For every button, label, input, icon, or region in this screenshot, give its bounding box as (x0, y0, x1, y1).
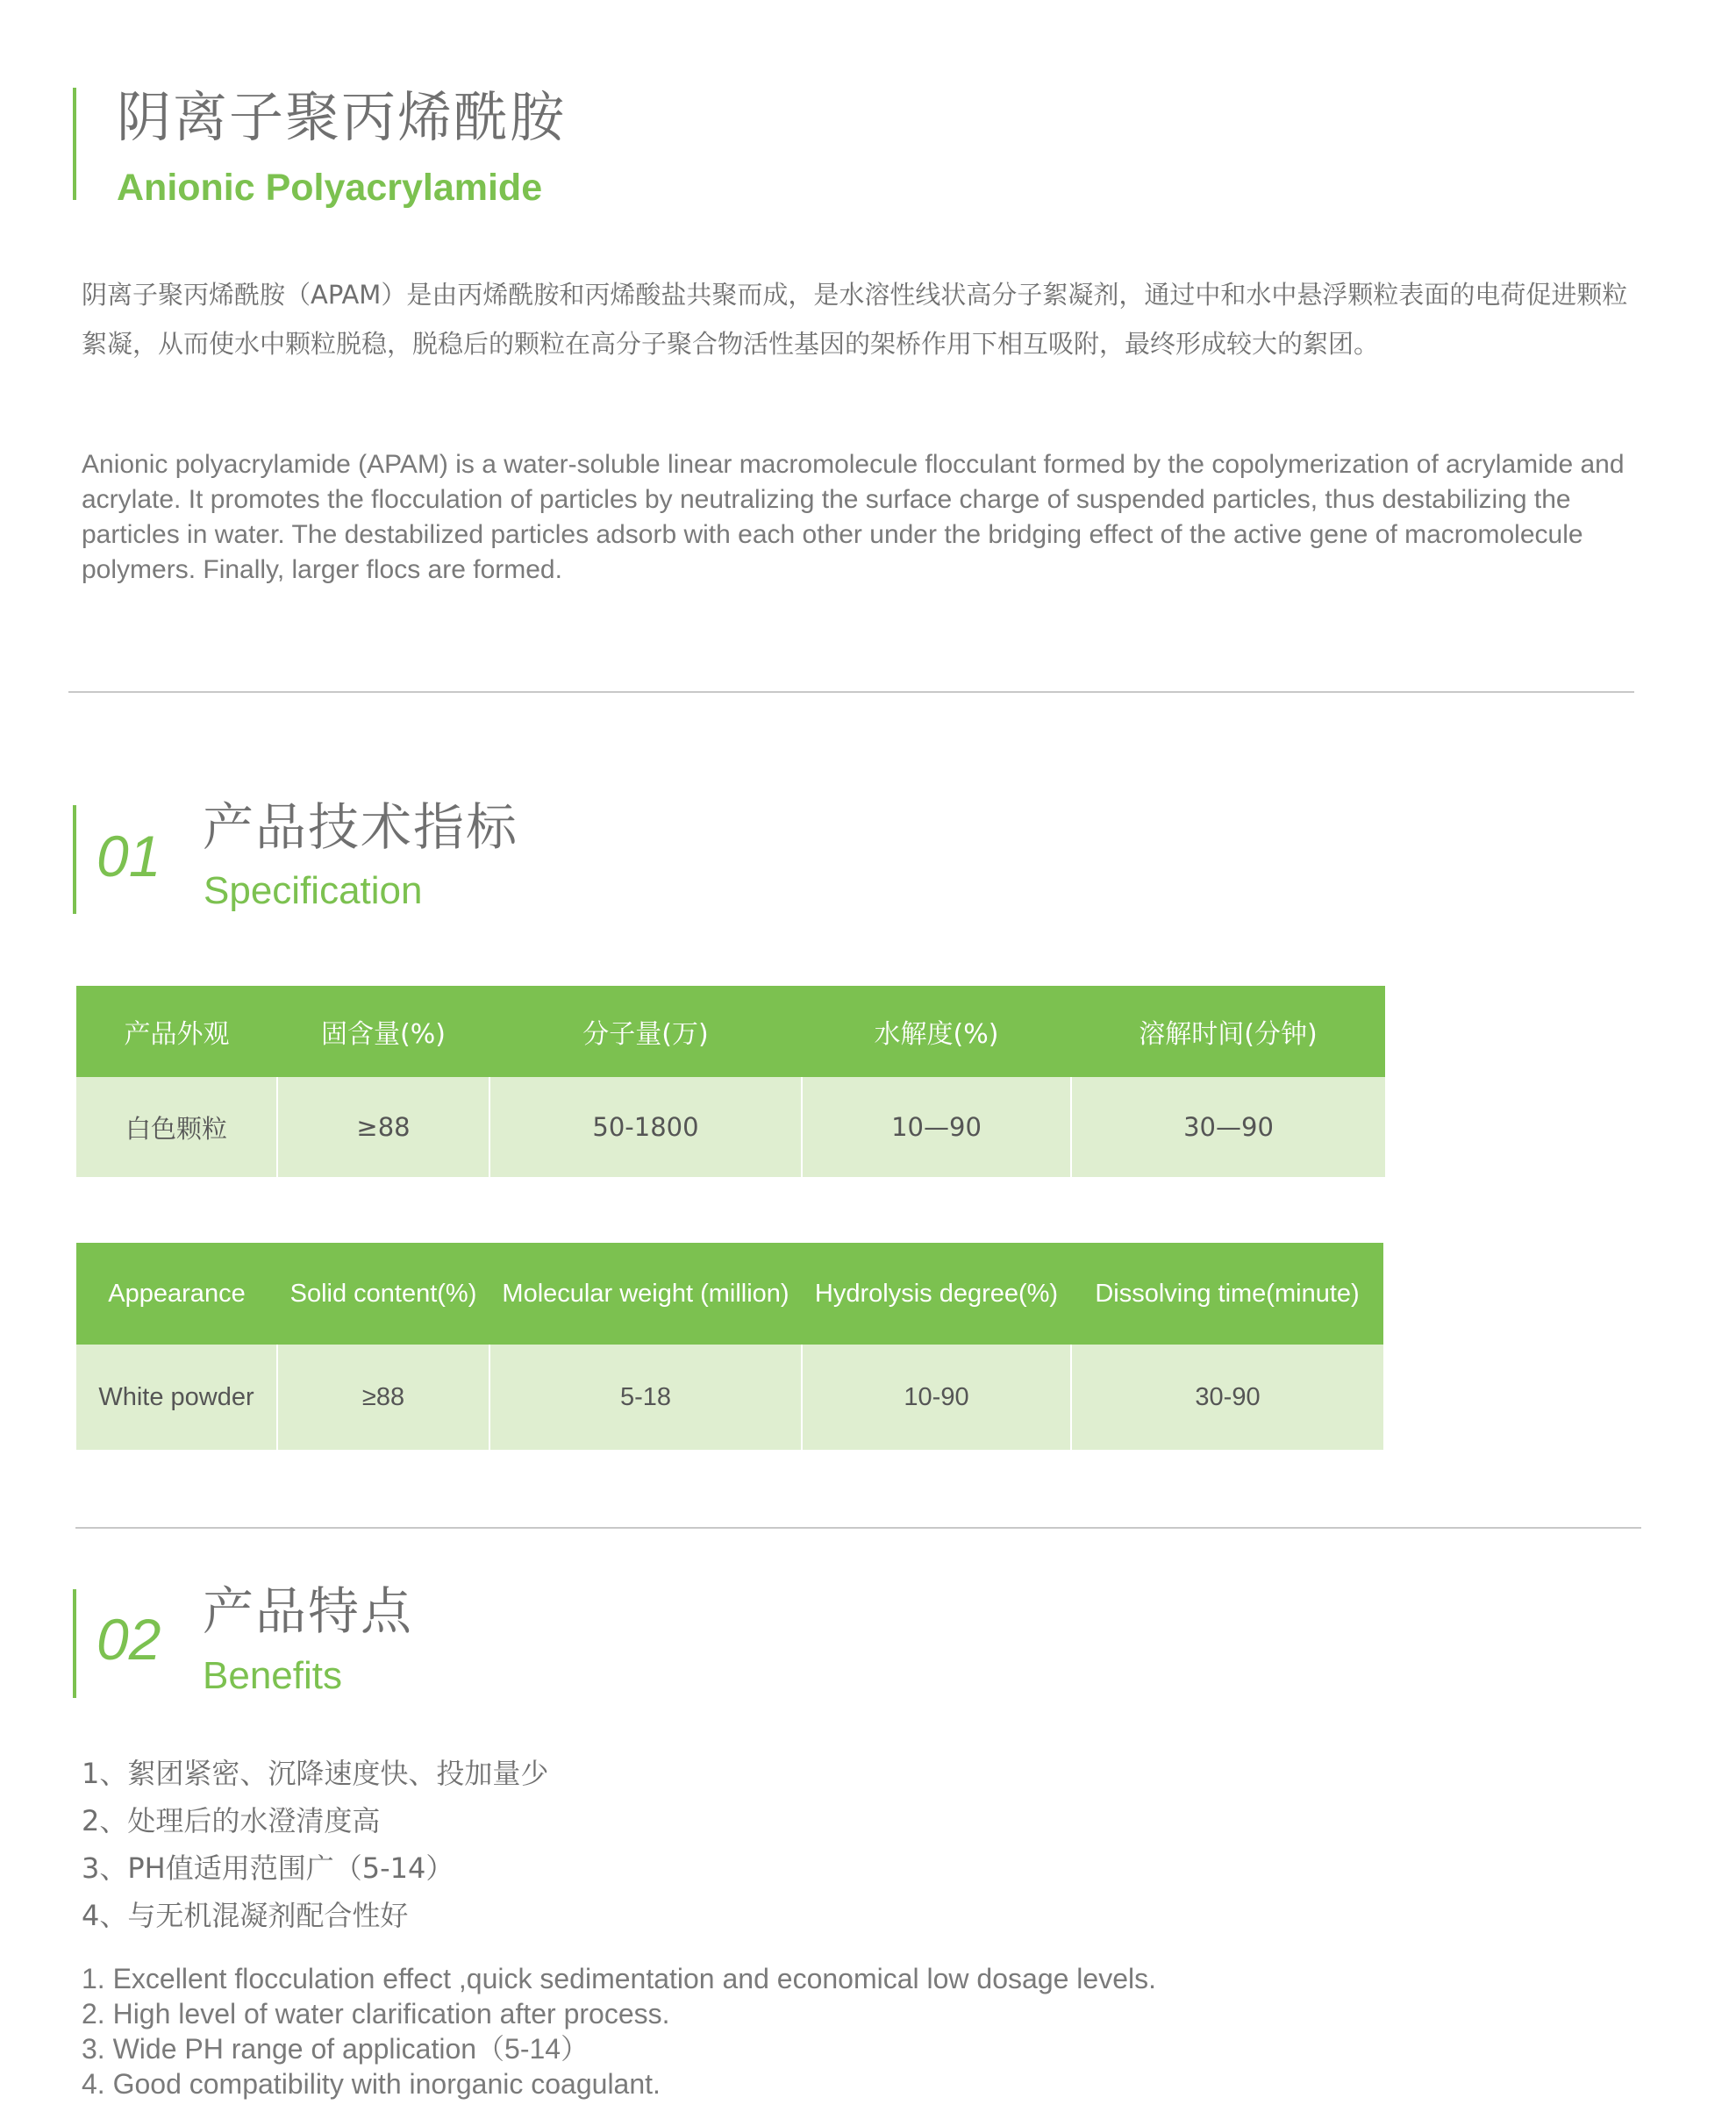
header-appearance: 产品外观 (76, 986, 277, 1077)
list-item: 1、絮团紧密、沉降速度快、投加量少 (82, 1757, 549, 1790)
header-molecular-weight: 分子量(万) (489, 986, 802, 1077)
header-dissolving-time: Dissolving time(minute) (1071, 1243, 1383, 1345)
cell-appearance: 白色颗粒 (76, 1077, 277, 1177)
intro-paragraph-cn: 阴离子聚丙烯酰胺（APAM）是由丙烯酰胺和丙烯酸盐共聚而成，是水溶性线状高分子絮凝剂，通过中和水中悬浮颗粒表面的电荷促进颗粒絮凝，从而使水中颗粒脱稳，脱稳后的颗粒在高分子聚合物活性基因的架桥作用下相互吸附，最终形成较大的絮团。 (82, 280, 1628, 359)
section-number: 02 (96, 1607, 161, 1672)
cell-appearance: White powder (76, 1345, 277, 1450)
cell-molecular-weight: 50-1800 (489, 1077, 802, 1177)
benefits-list-en (82, 1961, 1156, 2101)
section-title-cn: 产品技术指标 (203, 797, 519, 857)
list-item: 3. Wide PH range of application（5-14） (82, 2033, 589, 2065)
section-title-cn: 产品特点 (203, 1581, 414, 1641)
cell-dissolving-time: 30-90 (1071, 1345, 1383, 1450)
list-item: 3、PH值适用范围广（5-14） (82, 1851, 454, 1885)
spec-table-en (76, 1243, 1383, 1450)
benefits-list-cn (82, 1750, 548, 1939)
table-header-row (76, 986, 1385, 1077)
header-appearance: Appearance (76, 1243, 277, 1345)
header-solid-content: 固含量(%) (277, 986, 489, 1077)
cell-dissolving-time: 30—90 (1071, 1077, 1385, 1177)
spec-table-cn (76, 986, 1385, 1177)
cell-molecular-weight: 5-18 (489, 1345, 802, 1450)
header-solid-content: Solid content(%) (277, 1243, 489, 1345)
cell-solid-content: ≥88 (277, 1077, 489, 1177)
list-item: 4. Good compatibility with inorganic coagulant. (82, 2068, 661, 2100)
table-header-row (76, 1243, 1383, 1345)
section-accent-bar (73, 805, 76, 914)
header-accent-bar (73, 88, 76, 200)
list-item: 2. High level of water clarification after process. (82, 1998, 670, 2030)
list-item: 2、处理后的水澄清度高 (82, 1804, 381, 1837)
section-title-en: Specification (204, 869, 423, 912)
section-divider (75, 1527, 1641, 1529)
list-item: 1. Excellent flocculation effect ,quick sedimentation and economical low dosage levels. (82, 1963, 1156, 1994)
section-accent-bar (73, 1589, 76, 1698)
header-dissolving-time: 溶解时间(分钟) (1071, 986, 1385, 1077)
page-title-en: Anionic Polyacrylamide (117, 167, 543, 209)
cell-solid-content: ≥88 (277, 1345, 489, 1450)
cell-hydrolysis-degree: 10—90 (802, 1077, 1071, 1177)
section-divider (68, 691, 1634, 693)
page-title-cn: 阴离子聚丙烯酰胺 (117, 85, 567, 149)
table-row (76, 1345, 1383, 1450)
section-title-en: Benefits (203, 1654, 342, 1697)
intro-paragraph-en: Anionic polyacrylamide (APAM) is a water-soluble linear macromolecule flocculant formed by the copolymerization of acrylamide and acrylate. It promotes the flocculation of particles by neutralizing the surface charge of suspended particles, thus destabilizing the particles in water. The destabilized particles adsorb with each other under the bridging effect of the active gene of macromolecule polymers. Finally, larger flocs are formed. (82, 450, 1625, 584)
table-row (76, 1077, 1385, 1177)
list-item: 4、与无机混凝剂配合性好 (82, 1899, 409, 1932)
section-number: 01 (96, 824, 161, 888)
header-hydrolysis-degree: 水解度(%) (802, 986, 1071, 1077)
header-hydrolysis-degree: Hydrolysis degree(%) (802, 1243, 1071, 1345)
cell-hydrolysis-degree: 10-90 (802, 1345, 1071, 1450)
header-molecular-weight: Molecular weight (million) (489, 1243, 802, 1345)
